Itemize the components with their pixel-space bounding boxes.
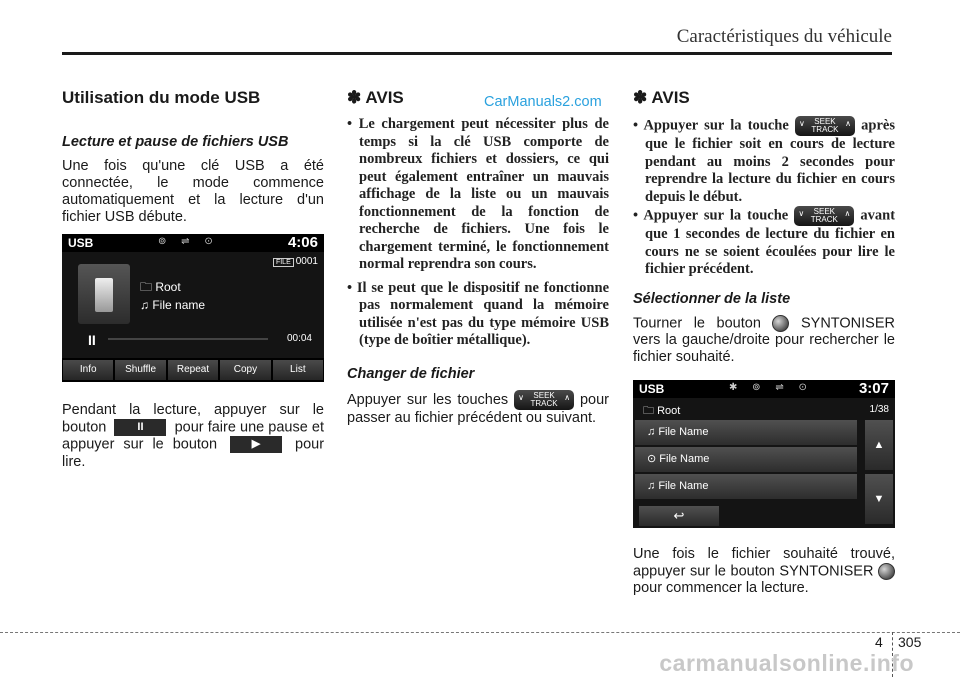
column-3 xyxy=(633,88,895,597)
seek-track-button-icon xyxy=(795,116,855,136)
header-rule xyxy=(62,52,892,55)
list-item-label: File Name xyxy=(658,425,709,438)
usb-playback-screen xyxy=(62,234,324,382)
scroll-down-button[interactable]: ▼ xyxy=(865,474,893,524)
column-1 xyxy=(62,88,324,471)
text-part: • Appuyer sur la touche xyxy=(633,207,789,224)
screen-button-bar xyxy=(62,358,324,382)
music-note-icon: ♫ xyxy=(647,425,659,438)
text-part: SYNTONISER vers la gauche/droite pour rechercher le fichier souhaité. xyxy=(633,314,895,365)
copy-button[interactable]: Copy xyxy=(220,360,270,380)
screen-source-label: USB xyxy=(68,236,94,250)
section-heading: Utilisation du mode USB xyxy=(62,88,261,107)
repeat-button[interactable]: Repeat xyxy=(168,360,218,380)
file-name: File name xyxy=(152,298,206,312)
seek-up-arrow: ∧ xyxy=(844,209,851,218)
pause-icon[interactable]: II xyxy=(88,332,96,348)
file-number: 0001 xyxy=(295,256,318,267)
list-item[interactable] xyxy=(635,447,857,472)
intro-paragraph: Une fois qu'une clé USB a été connectée, le mode commence automatiquement et la lecture d'un fichier USB débute. xyxy=(62,158,324,225)
seek-track-button-icon xyxy=(794,206,854,226)
usb-drive-icon xyxy=(78,264,130,324)
text-part: Tourner le bouton xyxy=(633,314,761,331)
text-part: avant que 1 secondes de lecture du fichier en cours ne se soient écoulées pour lire le fichier précédent. xyxy=(645,207,896,277)
text-part: pour faire une pause et appuyer sur le bouton xyxy=(62,419,325,453)
seek-up-arrow: ∧ xyxy=(564,392,571,402)
tuner-knob-icon xyxy=(878,563,895,580)
folder-row xyxy=(643,402,680,421)
status-icons: ✱ ⊚ ⇌ ⊙ xyxy=(729,381,813,393)
play-circle-icon: ⊙ xyxy=(647,452,660,465)
seek-down-arrow: ∨ xyxy=(518,392,524,402)
column-2 xyxy=(347,88,609,427)
subheading-play-pause: Lecture et pause de fichiers USB xyxy=(62,134,289,150)
track-label: TRACK xyxy=(811,125,839,134)
select-list-paragraph xyxy=(633,315,895,366)
list-item[interactable] xyxy=(635,474,857,499)
change-file-paragraph xyxy=(347,390,609,427)
folder-icon: 🗀 xyxy=(140,280,156,294)
list-index: 1/38 xyxy=(869,403,889,415)
seek-up-arrow: ∧ xyxy=(845,119,851,128)
confirm-paragraph xyxy=(633,546,895,597)
list-button[interactable]: List xyxy=(273,360,323,380)
text-part: Appuyer sur les touches xyxy=(347,391,509,408)
screen-clock: 3:07 xyxy=(858,379,889,397)
text-part: pour lire. xyxy=(62,436,325,470)
seek-label: SEEK xyxy=(814,117,836,126)
avis-bullet-restart xyxy=(633,116,895,206)
seek-label: SEEK xyxy=(813,207,835,216)
play-button-icon: ▶ xyxy=(230,436,282,453)
watermark-carmanualsonline[interactable]: carmanualsonline.info xyxy=(659,650,914,676)
avis-bullet-device: • Il se peut que le dispositif ne fonctionne pas normalement quand la mémoire utilisée n'est pas du type mémoire USB (type de boîtier métallique). xyxy=(347,279,609,348)
watermark-carmanuals2[interactable]: CarManuals2.com xyxy=(484,94,602,110)
chapter-number: 4 xyxy=(875,634,883,650)
text-part: pour commencer la lecture. xyxy=(633,580,809,597)
music-note-icon: ♫ xyxy=(140,298,153,312)
text-part: Pendant la lecture, appuyer sur le bouton xyxy=(62,402,324,436)
avis-heading: ✽ AVIS xyxy=(633,88,690,107)
list-item-label: File Name xyxy=(659,452,710,465)
status-icons: ⊚ ⇌ ⊙ xyxy=(158,236,219,247)
pause-button-icon: II xyxy=(114,419,166,436)
folder-name: Root xyxy=(657,404,681,417)
screen-clock: 4:06 xyxy=(287,234,318,251)
subheading-select-list: Sélectionner de la liste xyxy=(633,290,791,307)
pause-play-paragraph xyxy=(62,402,324,471)
back-button[interactable]: ↩ xyxy=(639,506,719,526)
screen-source-label: USB xyxy=(639,381,665,396)
list-item[interactable] xyxy=(635,420,857,445)
shuffle-button[interactable]: Shuffle xyxy=(115,360,165,380)
scroll-up-button[interactable]: ▲ xyxy=(865,420,893,470)
usb-list-screen xyxy=(633,380,895,528)
track-label: TRACK xyxy=(530,398,558,408)
text-part: après que le fichier soit en cours de lecture pendant au moins 2 secondes pour reprendre la lecture du fichier en cours depuis le début. xyxy=(645,117,895,205)
music-note-icon: ♫ xyxy=(647,479,659,492)
text-part: • Appuyer sur la touche xyxy=(633,117,789,134)
file-counter xyxy=(273,256,318,267)
file-tag: FILE xyxy=(273,258,294,267)
footer-rule xyxy=(0,632,960,633)
folder-icon: 🗀 xyxy=(643,404,658,417)
seek-label: SEEK xyxy=(533,390,555,400)
info-button[interactable]: Info xyxy=(63,360,113,380)
elapsed-time: 00:04 xyxy=(286,333,312,344)
seek-down-arrow: ∨ xyxy=(798,209,805,218)
seek-down-arrow: ∨ xyxy=(798,119,805,128)
file-row xyxy=(140,298,205,312)
page-number: 305 xyxy=(898,634,922,650)
folder-row xyxy=(140,278,181,299)
avis-bullet-loading: • Le chargement peut nécessiter plus de temps si la clé USB comporte de nombreux fichiers et dossiers, ce qui peut également entraîner un mauvais affichage de la liste ou un mauvais fonctionnement de la fonction de recherche de fichiers. Une fois le chargement terminé, le fonctionnement normal reprendra son cours. xyxy=(347,116,609,272)
text-part: Une fois le fichier souhaité trouvé, appuyer sur le bouton SYNTONISER xyxy=(633,545,895,580)
subheading-change-file: Changer de fichier xyxy=(347,365,475,382)
avis-bullet-previous xyxy=(633,206,895,279)
folder-name: Root xyxy=(155,280,181,294)
tuner-knob-icon xyxy=(772,315,789,332)
list-item-label: File Name xyxy=(658,479,709,492)
seek-track-button-icon xyxy=(514,390,574,410)
avis-heading: ✽ AVIS xyxy=(347,88,404,107)
progress-bar[interactable] xyxy=(108,338,268,340)
track-label: TRACK xyxy=(810,215,838,224)
text-part: pour passer au fichier précédent ou suivant. xyxy=(347,391,610,426)
page-header-title: Caractéristiques du véhicule xyxy=(676,26,892,47)
